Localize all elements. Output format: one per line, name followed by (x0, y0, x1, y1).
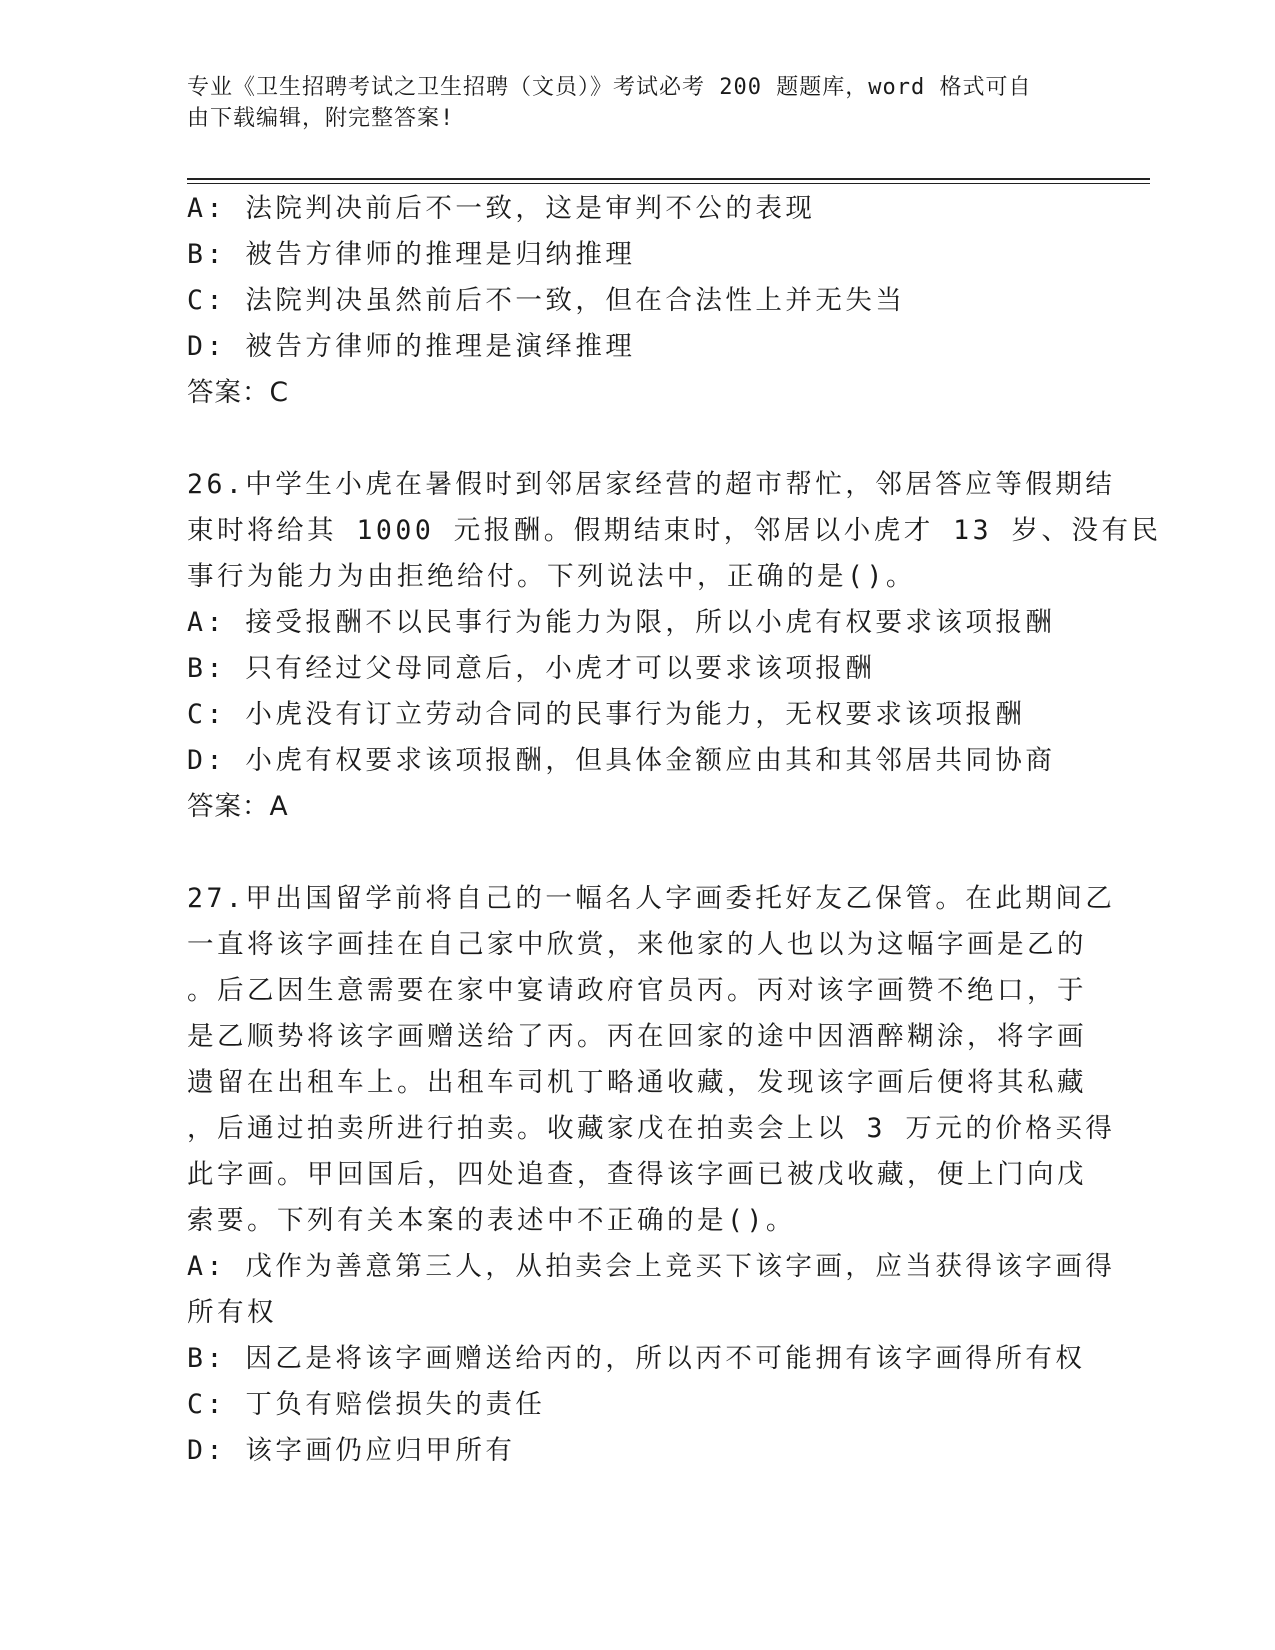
prev-question-block (187, 186, 1067, 416)
question-26-block (187, 462, 1162, 830)
spacer (187, 416, 1067, 462)
option-b: B: 被告方律师的推理是归纳推理 (187, 239, 636, 270)
answer-line: 答案：C (187, 377, 290, 408)
header-line-1: 专业《卫生招聘考试之卫生招聘（文员）》考试必考 200 题题库，word 格式可自 (187, 75, 1032, 100)
question-27-stem-line-3: 。后乙因生意需要在家中宴请政府官员丙。丙对该字画赞不绝口，于 (187, 975, 1087, 1006)
question-27-block (187, 876, 1116, 1474)
option-d: D: 小虎有权要求该项报酬，但具体金额应由其和其邻居共同协商 (187, 745, 1056, 776)
answer-line: 答案：A (187, 791, 289, 822)
option-a-continued: 所有权 (187, 1297, 277, 1328)
question-27-stem-line-6: ，后通过拍卖所进行拍卖。收藏家戊在拍卖会上以 3 万元的价格买得 (187, 1113, 1116, 1144)
option-d: D: 该字画仍应归甲所有 (187, 1435, 516, 1466)
option-b: B: 因乙是将该字画赠送给丙的，所以丙不可能拥有该字画得所有权 (187, 1343, 1086, 1374)
option-c: C: 丁负有赔偿损失的责任 (187, 1389, 546, 1420)
question-26-stem-line-1: 26.中学生小虎在暑假时到邻居家经营的超市帮忙，邻居答应等假期结 (187, 469, 1116, 500)
option-a: A: 接受报酬不以民事行为能力为限，所以小虎有权要求该项报酬 (187, 607, 1056, 638)
option-a: A: 法院判决前后不一致，这是审判不公的表现 (187, 193, 816, 224)
question-27-stem-line-7: 此字画。甲回国后，四处追查，查得该字画已被戊收藏，便上门向戊 (187, 1159, 1087, 1190)
question-27-stem-line-2: 一直将该字画挂在自己家中欣赏，来他家的人也以为这幅字画是乙的 (187, 929, 1087, 960)
option-a: A: 戊作为善意第三人，从拍卖会上竞买下该字画，应当获得该字画得 (187, 1251, 1116, 1282)
header-divider (187, 178, 1150, 184)
document-header (187, 72, 1067, 134)
option-d: D: 被告方律师的推理是演绎推理 (187, 331, 636, 362)
question-content (187, 186, 1162, 1474)
option-c: C: 小虎没有订立劳动合同的民事行为能力，无权要求该项报酬 (187, 699, 1026, 730)
option-b: B: 只有经过父母同意后，小虎才可以要求该项报酬 (187, 653, 876, 684)
spacer (187, 830, 1067, 876)
option-c: C: 法院判决虽然前后不一致，但在合法性上并无失当 (187, 285, 906, 316)
question-27-stem-line-4: 是乙顺势将该字画赠送给了丙。丙在回家的途中因酒醉糊涂，将字画 (187, 1021, 1087, 1052)
question-26-stem-line-2: 束时将给其 1000 元报酬。假期结束时，邻居以小虎才 13 岁、没有民 (187, 515, 1162, 546)
question-27-stem-line-5: 遗留在出租车上。出租车司机丁略通收藏，发现该字画后便将其私藏 (187, 1067, 1087, 1098)
question-27-stem-line-1: 27.甲出国留学前将自己的一幅名人字画委托好友乙保管。在此期间乙 (187, 883, 1116, 914)
header-line-2: 由下载编辑，附完整答案! (187, 106, 455, 131)
question-26-stem-line-3: 事行为能力为由拒绝给付。下列说法中，正确的是()。 (187, 561, 916, 592)
question-27-stem-line-8: 索要。下列有关本案的表述中不正确的是()。 (187, 1205, 796, 1236)
